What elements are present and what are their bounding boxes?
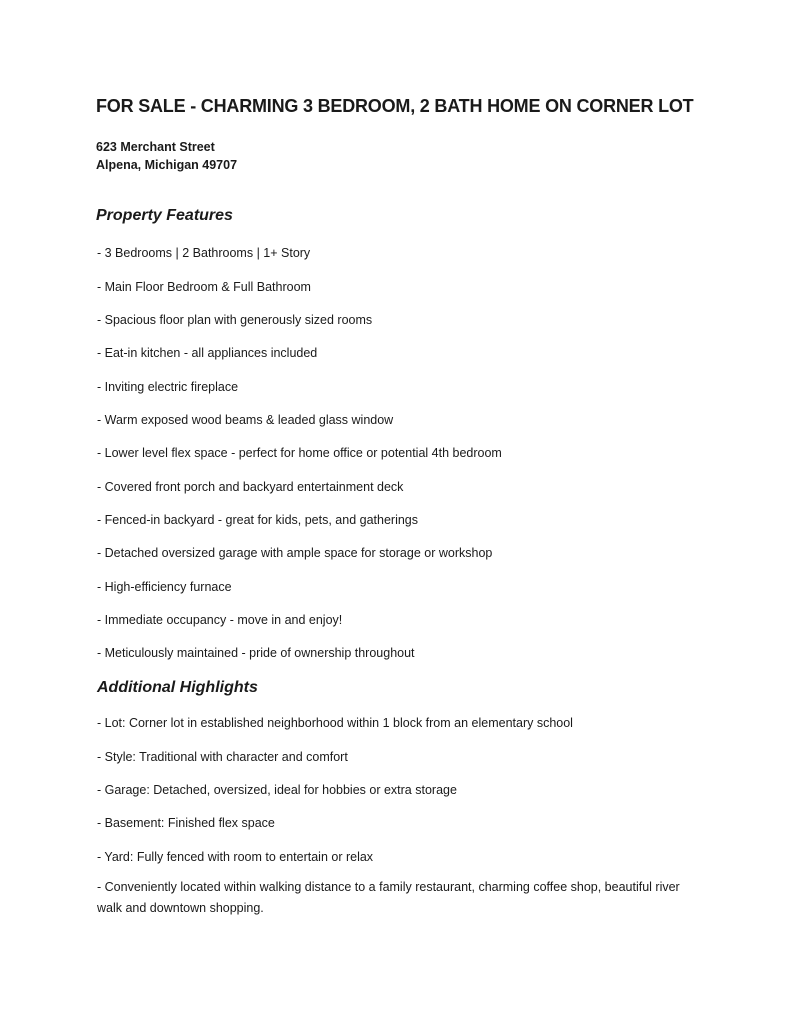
feature-item: - Fenced-in backyard - great for kids, pets, and gatherings bbox=[97, 513, 418, 527]
highlight-item: - Yard: Fully fenced with room to entertain or relax bbox=[97, 850, 374, 864]
feature-item: - Lower level flex space - perfect for home office or potential 4th bedroom bbox=[97, 446, 502, 460]
feature-item: - Warm exposed wood beams & leaded glass window bbox=[97, 413, 394, 427]
highlight-item: - Garage: Detached, oversized, ideal for hobbies or extra storage bbox=[97, 783, 457, 797]
property-features-heading: Property Features bbox=[96, 207, 233, 224]
feature-item: - Meticulously maintained - pride of ownership throughout bbox=[97, 646, 415, 660]
feature-item: - 3 Bedrooms | 2 Bathrooms | 1+ Story bbox=[97, 246, 311, 260]
highlight-item: - Basement: Finished flex space bbox=[97, 816, 275, 830]
feature-item: - Immediate occupancy - move in and enjoy! bbox=[97, 613, 343, 627]
feature-item: - High-efficiency furnace bbox=[97, 580, 232, 594]
feature-item: - Covered front porch and backyard entertainment deck bbox=[97, 480, 404, 494]
feature-item: - Main Floor Bedroom & Full Bathroom bbox=[97, 280, 311, 294]
highlight-item: - Conveniently located within walking distance to a family restaurant, charming coffee shop, beautiful river walk and downtown shopping. bbox=[97, 880, 680, 915]
address-street: 623 Merchant Street bbox=[96, 140, 215, 154]
feature-item: - Inviting electric fireplace bbox=[97, 380, 239, 394]
address-city-state-zip: Alpena, Michigan 49707 bbox=[96, 158, 238, 172]
highlight-item: - Style: Traditional with character and comfort bbox=[97, 750, 348, 764]
page-title: FOR SALE - CHARMING 3 BEDROOM, 2 BATH HOME ON CORNER LOT bbox=[96, 96, 694, 116]
feature-item: - Spacious floor plan with generously sized rooms bbox=[97, 313, 373, 327]
feature-item: - Eat-in kitchen - all appliances included bbox=[97, 346, 318, 360]
feature-item: - Detached oversized garage with ample space for storage or workshop bbox=[97, 546, 493, 560]
highlight-item: - Lot: Corner lot in established neighborhood within 1 block from an elementary school bbox=[97, 716, 573, 730]
address-block bbox=[96, 138, 237, 174]
additional-highlights-heading: Additional Highlights bbox=[97, 679, 258, 696]
